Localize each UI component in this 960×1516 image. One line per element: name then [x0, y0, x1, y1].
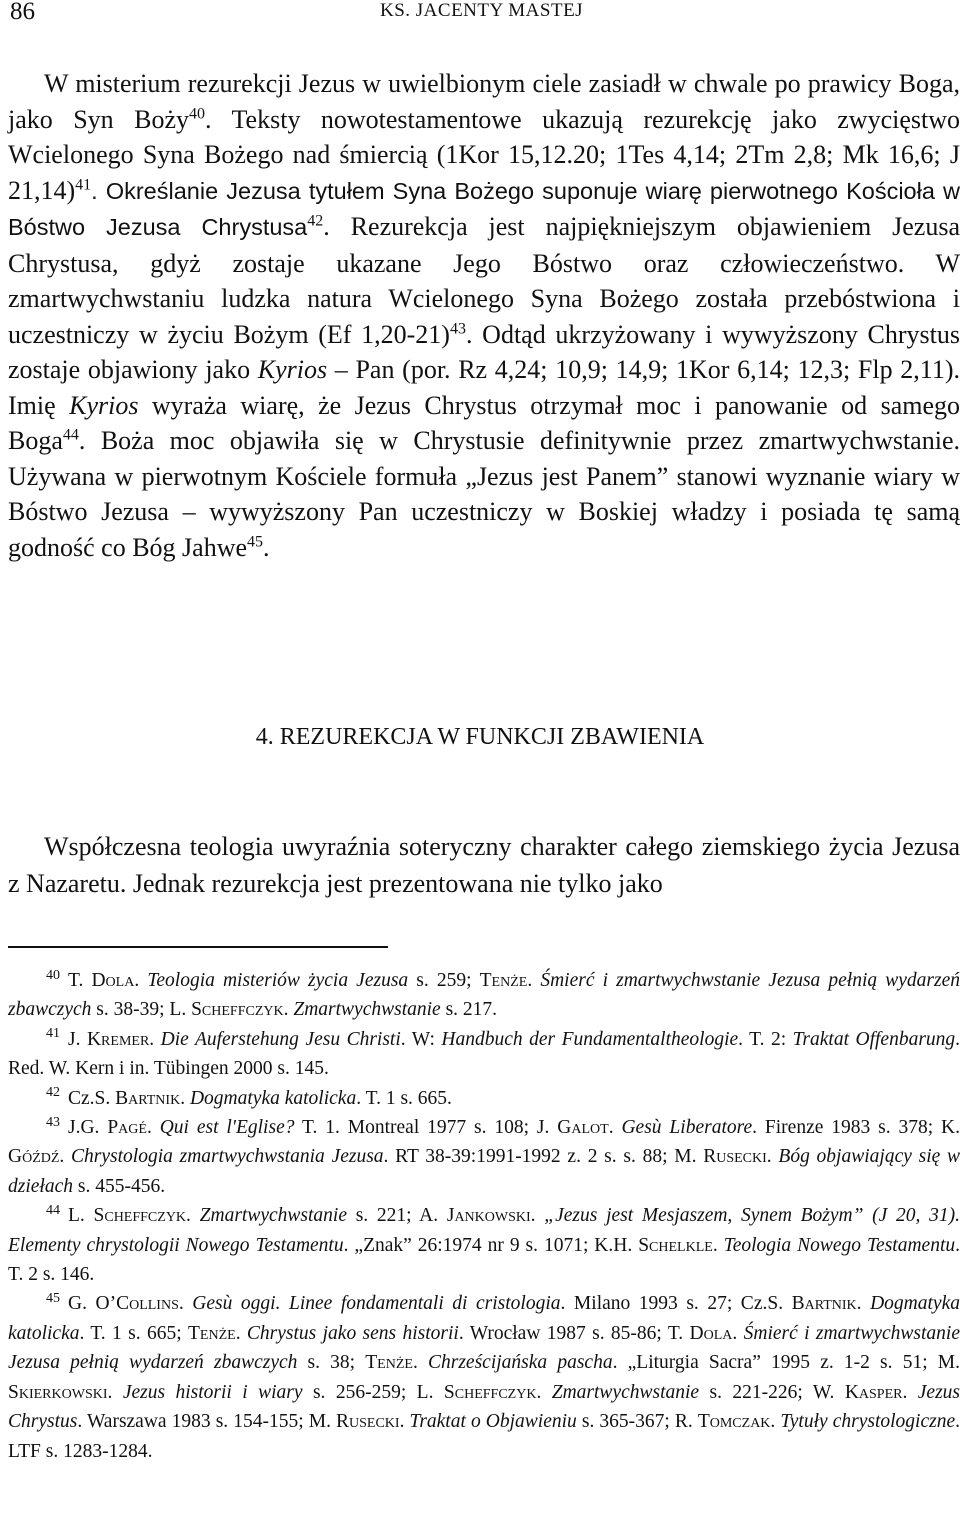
paragraph-2: Współczesna teologia uwyraźnia soteryczny charakter całego ziemskiego życia Jezusa z Nazaretu. Jednak rezurekcja jest prezentowana nie tylko jako [8, 832, 960, 898]
kyrios-term: Kyrios [257, 355, 328, 384]
running-header [10, 0, 950, 26]
footnote-40: $^{40}$ T. Dola. Teologia misteriów życia Jezusa s. 259; Tenże. Śmierć i zmartwychwstanie Jezusa pełnią wydarzeń zbawczych s. 38-39; L. Scheffczyk. Zmartwychwstanie s. 217. [8, 967, 960, 1021]
footnote-ref-41[interactable]: 41 [75, 175, 92, 193]
footnote-45: $^{45}$ G. O’Collins. Gesù oggi. Linee fondamentali di cristologia. Milano 1993 s. 27; Cz.S. Bartnik. Dogmatyka katolicka. T. 1 s. 665; Tenże. Chrystus jako sens historii. Wrocław 1987 s. 85-86; T. Dola. Śmierć i zmartwychwstanie Jezusa pełnią wydarzeń zbawczych s. 38; Tenże. Chrześcijańska pascha. „Liturgia Sacra” 1995 z. 1-2 s. 51; M. Skierkowski. Jezus historii i wiary s. 256-259; L. Scheffczyk. Zmartwychwstanie s. 221-226; W. Kasper. Jezus Chrystus. Warszawa 1983 s. 154-155; M. Rusecki. Traktat o Objawieniu s. 365-367; R. Tomczak. Tytuły chrystologiczne. LTF s. 1283-1284. [8, 1290, 960, 1462]
section-paragraph [8, 828, 960, 902]
footnotes [8, 966, 960, 1466]
footnote-44: $^{44}$ L. Scheffczyk. Zmartwychwstanie s. 221; A. Jankowski. „Jezus jest Mesjaszem, Synem Bożym” (J 20, 31). Elementy chrystologii Nowego Testamentu. „Znak” 26:1974 nr 9 s. 1071; K.H. Schelkle. Teologia Nowego Testamentu. T. 2 s. 146. [8, 1202, 960, 1286]
footnote-ref-40[interactable]: 40 [189, 104, 206, 122]
page-number: 86 [10, 0, 35, 25]
footnote-ref-42[interactable]: 42 [307, 212, 324, 230]
footnote-43: $^{43}$ J.G. Pagé. Qui est l'Eglise? T. 1. Montreal 1977 s. 108; J. Galot. Gesù Liberatore. Firenze 1983 s. 378; K. Góźdź. Chrystologia zmartwychwstania Jezusa. RT 38-39:1991-1992 z. 2 s. s. 88; M. Rusecki. Bóg objawiający się w dziełach s. 455-456. [8, 1114, 960, 1197]
footnote-ref-44[interactable]: 44 [62, 426, 79, 444]
footnote-ref-45[interactable]: 45 [247, 532, 264, 550]
paragraph-1: W misterium rezurekcji Jezus w uwielbionym ciele zasiadł w chwale po prawicy Boga, jako Syn Boży$^{40}$. Teksty nowotestamentowe ukazują rezurekcję jako zwycięstwo Wcielonego Syna Bożego nad śmiercią (1Kor 15,12.20; 1Tes 4,14; 2Tm 2,8; Mk 16,6; J 21,14)$^{41}$. Określanie Jezusa tytułem Syna Bożego suponuje wiarę pierwotnego Kościoła w Bóstwo Jezusa Chrystusa$^{42}$. Rezurekcja jest najpiękniejszym objawieniem Jezusa Chrystusa, gdyż zostaje ukazane Jego Bóstwo oraz człowieczeństwo. W zmartwychwstaniu ludzka natura Wcielonego Syna Bożego została przebóstwiona i uczestniczy w życiu Bożym (Ef 1,20-21)$^{43}$. Odtąd ukrzyżowany i wywyższony Chrystus zostaje objawiony jako Kyrios – Pan (por. Rz 4,24; 10,9; 14,9; 1Kor 6,14; 12,3; Flp 2,11). Imię Kyrios wyraża wiarę, że Jezus Chrystus otrzymał moc i panowanie od samego Boga$^{44}$. Boża moc objawiła się w Chrystusie definitywnie przez zmartwychwstanie. Używana w pierwotnym Kościele formuła „Jezus jest Panem” stanowi wyznanie wiary w Bóstwo Jezusa – wywyższony Pan uczestniczy w Boskiej władzy i posiada tę samą godność co Bóg Jahwe$^{45}$. [8, 69, 960, 562]
section-heading: 4. REZUREKCJA W FUNKCJI ZBAWIENIA [255, 724, 705, 750]
main-paragraph [8, 66, 960, 565]
footnote-ref-43[interactable]: 43 [449, 319, 466, 337]
kyrios-term: Kyrios [69, 390, 139, 420]
footnote-42: $^{42}$ Cz.S. Bartnik. Dogmatyka katolicka. T. 1 s. 665. [46, 1085, 452, 1109]
footnote-41: $^{41}$ J. Kremer. Die Auferstehung Jesu Christi. W: Handbuch der Fundamentaltheologie. T. 2: Traktat Offenbarung. Red. W. Kern i in. Tübingen 2000 s. 145. [8, 1026, 960, 1080]
running-head-title: KS. JACENTY MASTEJ [380, 0, 584, 21]
footnote-divider [8, 946, 388, 948]
